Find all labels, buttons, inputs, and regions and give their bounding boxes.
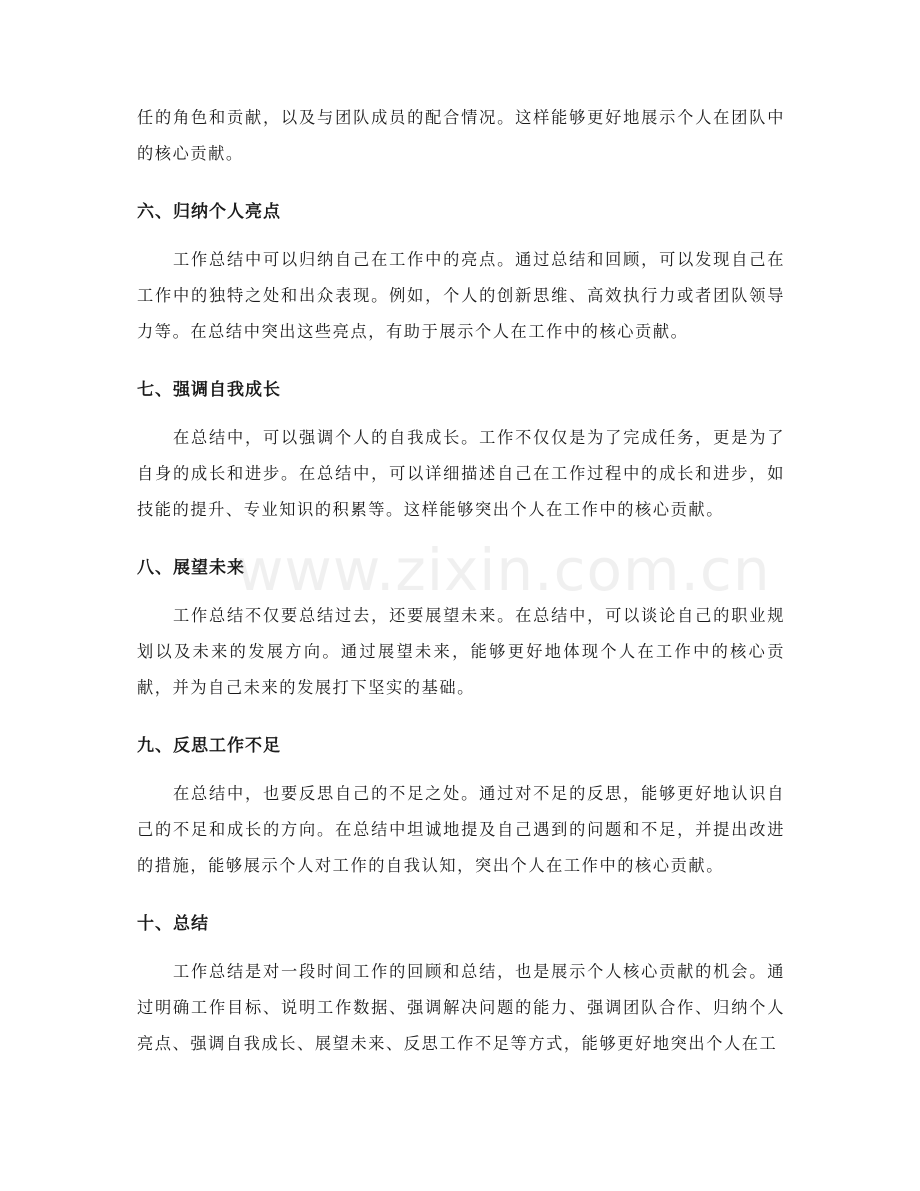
section-heading-7: 七、强调自我成长 [137,380,281,400]
section-heading-10: 十、总结 [137,914,209,934]
section-paragraph-8: 工作总结不仅要总结过去，还要展望未来。在总结中，可以谈论自己的职业规划以及未来的发展方向。通过展望未来，能够更好地体现个人在工作中的核心贡献，并为自己未来的发展打下坚实的基础。 [137,606,785,697]
watermark: www.zixin.com.cn [236,536,771,604]
continuation-paragraph: 任的角色和贡献，以及与团队成员的配合情况。这样能够更好地展示个人在团队中的核心贡献。 [137,108,785,163]
section-paragraph-7: 在总结中，可以强调个人的自我成长。工作不仅仅是为了完成任务，更是为了自身的成长和进步。在总结中，可以详细描述自己在工作过程中的成长和进步，如技能的提升、专业知识的积累等。这样能够突出个人在工作中的核心贡献。 [137,428,785,519]
section-paragraph-10: 工作总结是对一段时间工作的回顾和总结，也是展示个人核心贡献的机会。通过明确工作目标、说明工作数据、强调解决问题的能力、强调团队合作、归纳个人亮点、强调自我成长、展望未来、反思工作不足等方式，能够更好地突出个人在工 [137,962,785,1053]
section-heading-8: 八、展望未来 [137,558,245,578]
document-body [137,100,785,1062]
section-heading-6: 六、归纳个人亮点 [137,202,281,222]
section-paragraph-6: 工作总结中可以归纳自己在工作中的亮点。通过总结和回顾，可以发现自己在工作中的独特之处和出众表现。例如，个人的创新思维、高效执行力或者团队领导力等。在总结中突出这些亮点，有助于展示个人在工作中的核心贡献。 [137,250,785,341]
section-heading-9: 九、反思工作不足 [137,736,281,756]
section-paragraph-9: 在总结中，也要反思自己的不足之处。通过对不足的反思，能够更好地认识自己的不足和成长的方向。在总结中坦诚地提及自己遇到的问题和不足，并提出改进的措施，能够展示个人对工作的自我认知，突出个人在工作中的核心贡献。 [137,784,785,875]
